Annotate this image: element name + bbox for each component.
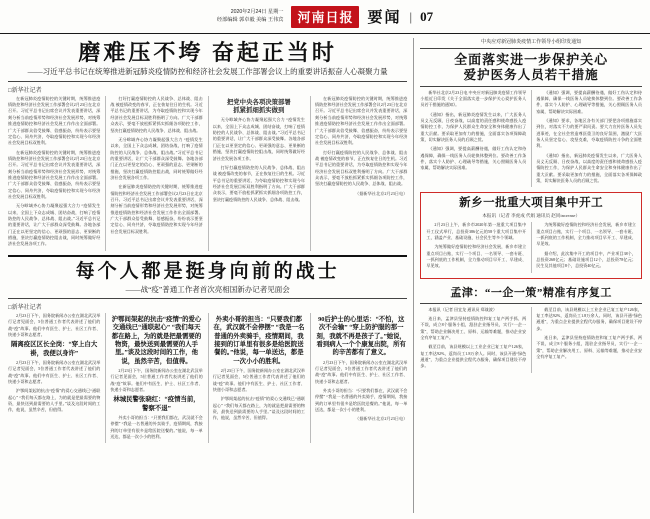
paragraph: 为统筹做好疫情防控和经济社会发展，新乡市建立重点项目台账，实行一个项目、一名领导、一套专班、一抓到底的工作机制，全力推动项目早开工、早建成、早见效。: [426, 244, 527, 269]
paragraph: 新华社北京2月23日电 中央应对新冠肺炎疫情工作领导小组近日印发《关于全面落实进一步保护关心爱护医务人员若干措施的通知》。: [420, 89, 527, 108]
divider: [420, 303, 642, 304]
right-top-article: [420, 38, 642, 187]
second-subheadline: ——战“疫”普通工作者首次亮相国新办记者见面会: [125, 284, 290, 294]
right-last-col-1: [420, 307, 526, 373]
boxed-text-columns: [426, 222, 636, 272]
paragraph: 无分畛域齐心协力凝聚起强大合力 “疫情发生以来，全国上下众志成城、团结奋战，打响了疫情防控的人民战争、总体战、阻击战。”习近平总书记的重要讲话，让广大干部群众深受鼓舞。各地各部门正在以更坚定的信心、更顽强的意志、更果断的措施，坚决打赢疫情防控阻击战，同时统筹做好经济社会发展各项工作。: [110, 136, 203, 180]
boxed-col-1: [426, 222, 526, 272]
newspaper-logo: 河南日报: [291, 6, 359, 28]
boxed-headline: 新乡一批重大项目集中开工: [459, 197, 604, 210]
masthead-editors: 经部编辑 郭卓毅 美编 王伟宾: [216, 16, 284, 23]
paragraph: 《通知》强调，要提高薪酬待遇，做好工伤认定和待遇保障，确保一线医务人员轮换休整到位。要改善工作条件，落实个人防护、心理疏导等措施，关心照顾医务人员家属，帮助解决实际困难。: [536, 89, 643, 114]
paragraph: 外卖小哥的担当：“只要我们都在，武汉就不会停摆” “我是一名普通的外卖骑手，疫情期间，我接到的订单里有很多是给医院送餐的。”他说，每一单送达，都是一次小小的胜利。: [315, 388, 408, 413]
second-col-4: [310, 313, 407, 443]
lead-headline: 磨难压不垮 奋起正当时: [78, 40, 337, 65]
paragraph: 连日来，孟津县坚持疫情防控和复工复产两手抓、两不误，成立8个服务小组，派驻企业指导员，实行“一企一策”，帮助企业解决用工、原料、运输等难题，推动企业安全有序复工复产。: [420, 315, 527, 340]
lead-credit: （据新华社北京2月23日电）: [355, 190, 408, 196]
paragraph: 2月23日下午，国务院新闻办公室在湖北武汉举行记者见面会，5位普通工作者代表讲述了他们的战“疫”故事。他们中有医生、护士、社区工作者、快递小哥和志愿者。: [8, 360, 101, 385]
masthead-date: 2020年2月24日 星期一: [230, 8, 284, 15]
second-article: [8, 261, 407, 444]
paragraph: 在新冠肺炎疫情防控的关键时期，统筹推进疫情防控和经济社会发展工作部署会议2月23日在北京召开。习近平总书记出席会议并发表重要讲话，深刻分析当前疫情形势和经济社会发展形势，对统筹推进疫情防控和经济社会发展工作作出全面部署。广大干部群众倍受鼓舞、倍感振奋，纷纷表示要坚定信心、同舟共济，夺取疫情防控和实现今年经济社会发展目标双胜利。: [315, 95, 408, 146]
paragraph: 在新冠肺炎疫情防控的关键时期，统筹推进疫情防控和经济社会发展工作部署会议2月23日在北京召开。习近平总书记出席会议并发表重要讲话，深刻分析当前疫情形势和经济社会发展形势，对统筹推进疫情防控和经济社会发展工作作出全面部署。广大干部群众倍受鼓舞、倍感振奋，纷纷表示要坚定信心、同舟共济，夺取疫情防控和实现今年经济社会发展目标双胜利。: [110, 184, 203, 234]
right-top-col-1: [420, 90, 526, 188]
second-side-headline-1: 隔离疫区区长全岗：“穿上白大褂，我便以身许”: [11, 341, 98, 357]
paragraph: 打好打赢疫情防控的人民战争、总体战、阻击战 被疫情改变的春节，正在恢复往日的生机。习近平总书记的重要讲话，为夺取疫情防控和实现今年经济社会发展目标双胜利指明了方向。广大干部群众表示，要毫不放松抓紧抓实抓细各项防控工作，坚决打赢疫情防控的人民战争、总体战、阻击战。: [110, 95, 203, 133]
left-column: [8, 38, 407, 513]
second-headline: 每个人都是挺身向前的战士: [75, 260, 340, 282]
paragraph: 打好打赢疫情防控的人民战争、总体战、阻击战 被疫情改变的春节，正在恢复往日的生机。习近平总书记的重要讲话，为夺取疫情防控和实现今年经济社会发展目标双胜利指明了方向。广大干部群众表示，要毫不放松抓紧抓实抓细各项防控工作，坚决打赢疫情防控的人民战争、总体战、阻击战。: [212, 164, 306, 202]
masthead: [0, 0, 650, 34]
second-col-2: [105, 313, 202, 443]
second-col-1: [8, 313, 100, 443]
right-column: [413, 38, 642, 513]
page-body: [0, 34, 650, 519]
section-title: 要闻: [367, 10, 402, 26]
paragraph: 据介绍，此次集中开工的项目中，产业项目38个，总投资268亿元；基础设施项目12个，总投资78亿元；民生及其他项目8个，总投资40亿元。: [536, 250, 637, 269]
page-number: 07: [420, 8, 434, 24]
paragraph: 沪鄂间架起的抗击“疫情”的爱心交通线已“通联起心” “我们每天都在路上，为的就是把最需要的物资，最快送到最需要的人手里。”谈及这段时间的工作，他说，虽然辛苦，但值得。: [212, 396, 306, 421]
boxed-col-2: [531, 222, 636, 272]
right-top-col-2: [531, 90, 642, 188]
paragraph: 打好打赢疫情防控的人民战争、总体战、阻击战 被疫情改变的春节，正在恢复往日的生机。习近平总书记的重要讲话，为夺取疫情防控和实现今年经济社会发展目标双胜利指明了方向。广大干部群众表示，要毫不放松抓紧抓实抓细各项防控工作，坚决打赢疫情防控的人民战争、总体战、阻击战。: [315, 149, 408, 187]
lead-article: [8, 40, 407, 251]
lead-text-columns: [8, 96, 407, 251]
lead-col-4: [310, 96, 407, 251]
second-col-3: [208, 313, 305, 443]
paragraph: 无分畛域齐心协力凝聚起强大合力 “疫情发生以来，全国上下众志成城、团结奋战，打响了疫情防控的人民战争、总体战、阻击战。”习近平总书记的重要讲话，让广大干部群众深受鼓舞。各地各部门正在以更坚定的信心、更顽强的意志、更果断的措施，坚决打赢疫情防控阻击战，同时统筹做好经济社会发展各项工作。: [8, 203, 101, 247]
right-last-article: [420, 284, 642, 373]
divider: [420, 48, 642, 49]
paragraph: 截至目前，该县规模以上工业企业已复工复产126家，复工率达92%，返岗员工1.8万余人。同时，该县开通“绿色通道”，为重点企业提供全程代办服务，确保项目建设不停步。: [420, 344, 527, 369]
lead-col-3: [208, 96, 305, 251]
divider: [8, 81, 407, 82]
lead-byline: □新华社记者: [8, 87, 42, 94]
second-side-headline-2: 林城民警张晓红：“疫情当前，警察不退”: [113, 396, 200, 412]
paragraph: 截至目前，该县规模以上工业企业已复工复产126家，复工率达92%，返岗员工1.8万余人。同时，该县开通“绿色通道”，为重点企业提供全程代办服务，确保项目建设不停步。: [536, 306, 643, 331]
masthead-date-block: [217, 9, 284, 25]
lead-col-1: [8, 96, 100, 251]
second-sub-headline-1: 沪鄂间架起的抗击“疫情”的爱心交通线已“通联起心” “我们每天都在路上，为的就是把最需要的物资，最快送到最需要的人手里。”谈及这段时间的工作，他说，虽然辛苦，但值得。: [111, 316, 202, 365]
lead-sub-banner: 把党中央各项决策部署 抓紧抓细抓实做到: [226, 98, 291, 115]
paragraph: 2月23日下午，国务院新闻办公室在湖北武汉举行记者见面会，5位普通工作者代表讲述了他们的战“疫”故事。他们中有医生、护士、社区工作者、快递小哥和志愿者。: [110, 368, 203, 393]
paragraph: 2月23日下午，国务院新闻办公室在湖北武汉举行记者见面会，5位普通工作者代表讲述了他们的战“疫”故事。他们中有医生、护士、社区工作者、快递小哥和志愿者。: [212, 368, 306, 393]
second-sub-headline-3: 90后护士的心里话：“不怕，这次不会输” “穿上防护服的那一刻，我就不再是孩子了。”她说，看到病人一个个康复出院，所有的辛苦都有了意义。: [316, 316, 406, 357]
paragraph: 沪鄂间架起的抗击“疫情”的爱心交通线已“通联起心” “我们每天都在路上，为的就是把最需要的物资，最快送到最需要的人手里。”谈及这段时间的工作，他说，虽然辛苦，但值得。: [8, 388, 101, 413]
right-top-headline-line1: 全面落实进一步保护关心: [454, 52, 609, 67]
divider: [8, 298, 407, 299]
paragraph: 2月23日上午，新乡市2020年第一批重大项目集中开工仪式举行，总投资386亿元的58个重大项目集中开工，涵盖产业、基础设施、社会民生等多个领域。: [426, 222, 527, 240]
paragraph: 2月23日下午，国务院新闻办公室在湖北武汉举行记者见面会，5位普通工作者代表讲述了他们的战“疫”故事。他们中有医生、护士、社区工作者、快递小哥和志愿者。: [315, 359, 408, 384]
paragraph: 《通知》要求，各地区各有关部门要把各项措施落实到位，对落实不力的要严肃问责。要大力宣传医务人员先进事迹，在全社会营造尊医重卫的良好氛围，激励广大医务人员坚定信心、攻坚克难，夺取疫情防控斗争的全面胜利。: [536, 117, 643, 149]
second-text-columns: [8, 313, 407, 443]
paragraph: 为统筹做好疫情防控和经济社会发展，新乡市建立重点项目台账，实行一个项目、一名领导、一套专班、一抓到底的工作机制，全力推动项目早开工、早建成、早见效。: [536, 222, 637, 247]
paragraph: 在新冠肺炎疫情防控的关键时期，统筹推进疫情防控和经济社会发展工作部署会议2月23日在北京召开。习近平总书记出席会议并发表重要讲话，深刻分析当前疫情形势和经济社会发展形势，对统筹推进疫情防控和经济社会发展工作作出全面部署。广大干部群众倍受鼓舞、倍感振奋，纷纷表示要坚定信心、同舟共济，夺取疫情防控和实现今年经济社会发展目标双胜利。: [8, 95, 101, 146]
second-credit: （据新华社北京2月23日电）: [355, 416, 408, 422]
divider: [8, 255, 407, 257]
right-last-headline: 孟津：“一企一策”精准有序复工: [450, 286, 612, 299]
right-last-text-columns: [420, 307, 642, 373]
boxed-subtitle: 本报讯（记者 李虎成 代娟 通讯员 赵同increase）: [482, 213, 581, 219]
paragraph: 连日来，孟津县坚持疫情防控和复工复产两手抓、两不误，成立8个服务小组，派驻企业指导员，实行“一企一策”，帮助企业解决用工、原料、运输等难题，推动企业安全有序复工复产。: [536, 334, 643, 360]
second-sub-headline-2: 外卖小哥的担当：“只要我们都在，武汉就不会停摆” “我是一名普通的外卖骑手，疫情期间，我接到的订单里有很多是给医院送餐的。”他说，每一单送达，都是一次小小的胜利。: [213, 316, 305, 365]
paragraph: 2月23日下午，国务院新闻办公室在湖北武汉举行记者见面会，5位普通工作者代表讲述了他们的战“疫”故事。他们中有医生、护士、社区工作者、快递小哥和志愿者。: [8, 313, 101, 338]
lead-subheadline: ——习近平总书记在统筹推进新冠肺炎疫情防控和经济社会发展工作部署会议上的重要讲话振奋人心凝聚力量: [27, 67, 388, 77]
divider: [420, 86, 642, 87]
right-last-col-2: [531, 307, 642, 373]
right-top-kicker: 中央应对新冠肺炎疫情工作领导小组印发通知: [481, 40, 582, 45]
masthead-separator: |: [409, 8, 413, 24]
paragraph: 《通知》指出，新冠肺炎疫情发生以来，广大医务人员义无反顾、日夜奋战，以高度的责任感和使命感投入疫情防控工作，为保护人民群众生命安全和身体健康作出了重大贡献。要采取更加有力的措施，全面落实各项保障政策，切实解决医务人员的后顾之忧。: [536, 152, 643, 184]
paragraph: 在新冠肺炎疫情防控的关键时期，统筹推进疫情防控和经济社会发展工作部署会议2月23日在北京召开。习近平总书记出席会议并发表重要讲话，深刻分析当前疫情形势和经济社会发展形势，对统筹推进疫情防控和经济社会发展工作作出全面部署。广大干部群众倍受鼓舞、倍感振奋，纷纷表示要坚定信心、同舟共济，夺取疫情防控和实现今年经济社会发展目标双胜利。: [8, 149, 101, 199]
paragraph: 无分畛域齐心协力凝聚起强大合力 “疫情发生以来，全国上下众志成城、团结奋战，打响了疫情防控的人民战争、总体战、阻击战。”习近平总书记的重要讲话，让广大干部群众深受鼓舞。各地各部门正在以更坚定的信心、更顽强的意志、更果断的措施，坚决打赢疫情防控阻击战，同时统筹做好经济社会发展各项工作。: [212, 117, 306, 161]
lead-col-2: [105, 96, 202, 251]
paragraph: 外卖小哥的担当：“只要我们都在，武汉就不会停摆” “我是一名普通的外卖骑手，疫情期间，我接到的订单里有很多是给医院送餐的。”他说，每一单送达，都是一次小小的胜利。: [110, 415, 203, 440]
paragraph: 《通知》强调，要提高薪酬待遇，做好工伤认定和待遇保障，确保一线医务人员轮换休整到位。要改善工作条件，落实个人防护、心理疏导等措施，关心照顾医务人员家属，帮助解决实际困难。: [420, 146, 527, 171]
right-top-headline-line2: 爱护医务人员若干措施: [463, 67, 599, 82]
paragraph: 《通知》指出，新冠肺炎疫情发生以来，广大医务人员义无反顾、日夜奋战，以高度的责任感和使命感投入疫情防控工作，为保护人民群众生命安全和身体健康作出了重大贡献。要采取更加有力的措施，全面落实各项保障政策，切实解决医务人员的后顾之忧。: [420, 111, 527, 142]
right-last-subtitle: 本报讯（记者 田宜龙 通讯员 郑战波）: [428, 306, 497, 312]
second-byline: □新华社记者: [8, 305, 42, 312]
right-top-text-columns: [420, 90, 642, 188]
boxed-article: [420, 192, 642, 278]
